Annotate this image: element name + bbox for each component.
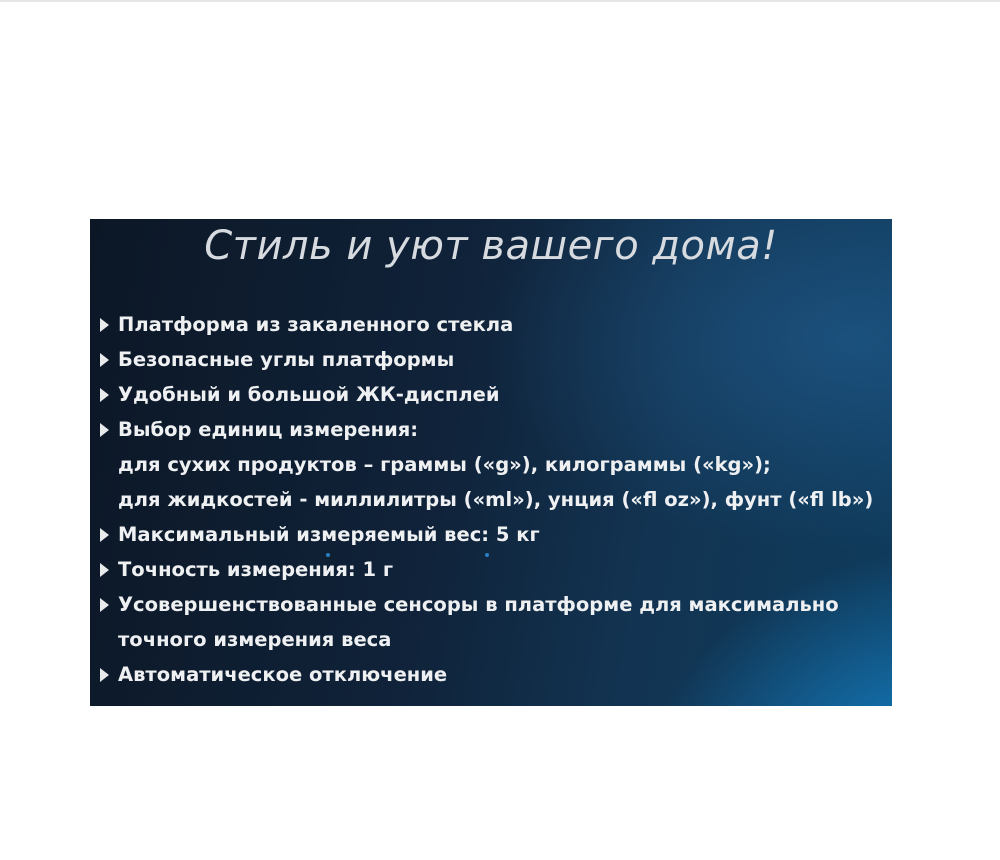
triangle-right-icon bbox=[100, 598, 109, 612]
feature-subtext: точного измерения веса bbox=[118, 628, 392, 651]
feature-item-safe-corners bbox=[100, 342, 890, 377]
feature-text: Платформа из закаленного стекла bbox=[118, 313, 514, 336]
banner-headline: Стиль и уют вашего дома! bbox=[204, 223, 778, 269]
decorative-speck bbox=[326, 553, 330, 557]
triangle-right-icon bbox=[100, 318, 109, 332]
feature-item-max-weight bbox=[100, 517, 890, 552]
feature-text: Удобный и большой ЖК-дисплей bbox=[118, 383, 500, 406]
triangle-right-icon bbox=[100, 353, 109, 367]
feature-text: Максимальный измеряемый вес: 5 кг bbox=[118, 523, 540, 546]
triangle-right-icon bbox=[100, 423, 109, 437]
triangle-right-icon bbox=[100, 668, 109, 682]
feature-text: Автоматическое отключение bbox=[118, 663, 448, 686]
product-banner bbox=[90, 219, 892, 706]
top-divider bbox=[0, 0, 1000, 2]
triangle-right-icon bbox=[100, 528, 109, 542]
feature-item-units bbox=[100, 412, 890, 517]
feature-item-sensors bbox=[100, 587, 890, 657]
feature-list bbox=[100, 307, 890, 692]
feature-item-auto-off bbox=[100, 657, 890, 692]
triangle-right-icon bbox=[100, 563, 109, 577]
feature-item-lcd-display bbox=[100, 377, 890, 412]
feature-text: Безопасные углы платформы bbox=[118, 348, 455, 371]
decorative-speck bbox=[485, 553, 489, 557]
feature-item-precision bbox=[100, 552, 890, 587]
feature-subtext: для жидкостей - миллилитры («ml»), унция («fl oz»), фунт («fl lb») bbox=[118, 488, 874, 511]
feature-text: Точность измерения: 1 г bbox=[118, 558, 394, 581]
feature-item-glass-platform bbox=[100, 307, 890, 342]
feature-text: Выбор единиц измерения: bbox=[118, 418, 419, 441]
triangle-right-icon bbox=[100, 388, 109, 402]
feature-text: Усовершенствованные сенсоры в платформе для максимально bbox=[118, 593, 839, 616]
feature-subtext: для сухих продуктов – граммы («g»), килограммы («kg»); bbox=[118, 453, 771, 476]
